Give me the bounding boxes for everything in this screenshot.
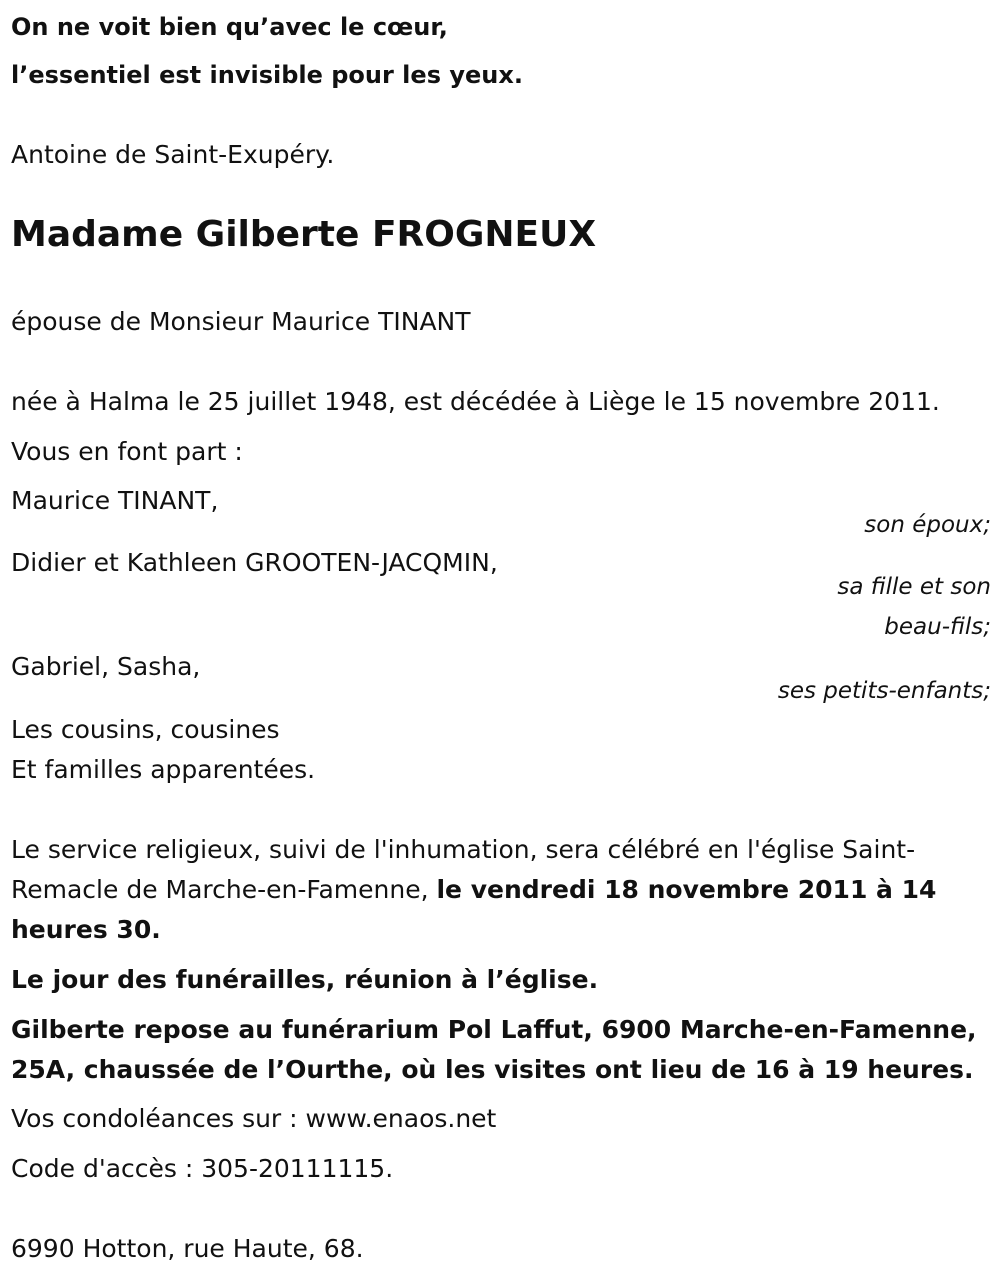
service-datetime: le vendredi 18 novembre 2011 à 14 (436, 875, 937, 904)
access-code: Code d'accès : 305-20111115. (11, 1154, 394, 1183)
family-member-names: Didier et Kathleen GROOTEN-JACQMIN, (11, 548, 498, 577)
family-member-names: Gabriel, Sasha, (11, 652, 201, 681)
birth-death-line: née à Halma le 25 juillet 1948, est décédée à Liège le 15 novembre 2011. (11, 387, 940, 416)
other-relatives-line-1: Les cousins, cousines (11, 715, 280, 744)
gathering-line: Le jour des funérailles, réunion à l’église. (11, 965, 599, 994)
repose-line-2: 25A, chaussée de l’Ourthe, où les visites ont lieu de 16 à 19 heures. (11, 1055, 974, 1084)
family-member-names: Maurice TINANT, (11, 486, 219, 515)
family-member-relation: son époux; (864, 512, 991, 538)
condolences-website: Vos condoléances sur : www.enaos.net (11, 1104, 497, 1133)
repose-line-1: Gilberte repose au funérarium Pol Laffut, 6900 Marche-en-Famenne, (11, 1015, 977, 1044)
family-intro: Vous en font part : (11, 437, 243, 466)
service-line-2 (11, 875, 936, 905)
family-member-relation: ses petits-enfants; (777, 678, 991, 704)
deceased-name: Madame Gilberte FROGNEUX (11, 214, 597, 255)
other-relatives-line-2: Et familles apparentées. (11, 755, 316, 784)
service-location: Remacle de Marche-en-Famenne, (11, 875, 437, 904)
family-member-relation: sa fille et son (837, 574, 991, 600)
service-line-1: Le service religieux, suivi de l'inhumation, sera célébré en l'église Saint- (11, 835, 916, 864)
service-line-3: heures 30. (11, 915, 161, 944)
quote-line-2: l’essentiel est invisible pour les yeux. (11, 61, 523, 89)
quote-author: Antoine de Saint-Exupéry. (11, 140, 335, 169)
home-address: 6990 Hotton, rue Haute, 68. (11, 1234, 364, 1263)
spouse-line: épouse de Monsieur Maurice TINANT (11, 307, 471, 336)
quote-line-1: On ne voit bien qu’avec le cœur, (11, 13, 448, 41)
family-member-relation: beau-fils; (884, 614, 991, 640)
